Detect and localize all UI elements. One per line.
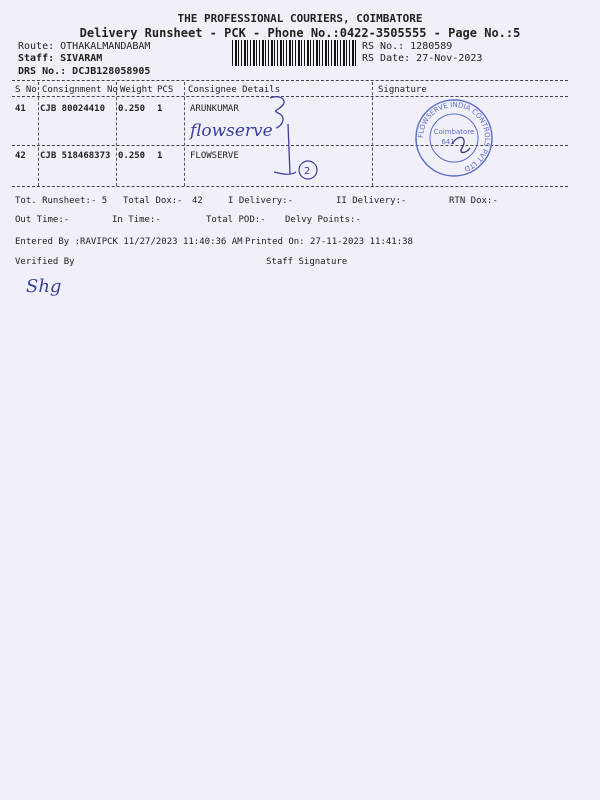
runsheet-title: Delivery Runsheet - PCK - Phone No.:0422-3505555 - Page No.:5 (79, 26, 521, 40)
company-title: THE PROFESSIONAL COURIERS, COIMBATORE (177, 12, 423, 25)
handwritten-signature (184, 92, 324, 188)
verifier-initials (22, 266, 82, 302)
row-consignment: CJB 80024410 (40, 104, 106, 114)
svg-text:641: 641 (441, 138, 455, 146)
row-weight: 0.250 (118, 151, 146, 161)
row-consignment: CJB 518468373 (40, 151, 111, 161)
total-pod: Total POD:- (206, 215, 266, 225)
svg-text:2: 2 (304, 166, 311, 177)
table-top-rule (12, 80, 568, 81)
row-pcs: 1 (157, 151, 163, 161)
row-consignee: FLOWSERVE (190, 151, 239, 161)
column-header-consignee: Consignee Details (188, 85, 281, 95)
route-label: Route: OTHAKALMANDABAM (18, 41, 151, 52)
row-sno: 41 (15, 104, 26, 114)
entered-by: Entered By :RAVIPCK 11/27/2023 11:40:36 AM (15, 237, 243, 247)
column-divider (38, 82, 39, 186)
row-weight: 0.250 (118, 104, 146, 114)
ii-delivery: II Delivery:- (336, 196, 407, 206)
i-delivery: I Delivery:- (228, 196, 294, 206)
column-divider (116, 82, 117, 186)
verified-by-label: Verified By (15, 257, 75, 267)
row-sno: 42 (15, 151, 26, 161)
svg-text:Shg: Shg (26, 276, 62, 297)
total-dox-value: 42 (192, 196, 203, 206)
row-consignee: ARUNKUMAR (190, 104, 239, 114)
rs-number: RS No.: 1280589 (362, 41, 453, 52)
barcode (232, 40, 356, 66)
printed-on: Printed On: 27-11-2023 11:41:38 (245, 237, 413, 247)
staff-label: Staff: SIVARAM (18, 53, 103, 64)
staff-signature-label: Staff Signature (266, 257, 348, 267)
rs-date: RS Date: 27-Nov-2023 (362, 53, 483, 64)
company-stamp (414, 98, 494, 178)
in-time: In Time:- (112, 215, 161, 225)
column-header-weight: Weight (120, 85, 153, 95)
tot-runsheet: Tot. Runsheet:- 5 (15, 196, 108, 206)
svg-text:FLOWSERVE INDIA CONTROLS PVT L: FLOWSERVE INDIA CONTROLS PVT LTD (416, 100, 492, 174)
column-header-sno: S No (15, 85, 37, 95)
svg-text:flowserve: flowserve (190, 121, 273, 141)
column-header-consignment: Consignment No (42, 85, 118, 95)
out-time: Out Time:- (15, 215, 70, 225)
total-dox-label: Total Dox:- (123, 196, 183, 206)
column-divider (372, 82, 373, 186)
delvy-points: Delvy Points:- (285, 215, 361, 225)
drs-number: DRS No.: DCJB128058905 (18, 66, 151, 77)
column-header-pcs: PCS (157, 85, 174, 95)
rtn-dox: RTN Dox:- (449, 196, 498, 206)
svg-text:Coimbatore: Coimbatore (433, 128, 475, 136)
column-header-signature: Signature (378, 85, 427, 95)
row-pcs: 1 (157, 104, 163, 114)
